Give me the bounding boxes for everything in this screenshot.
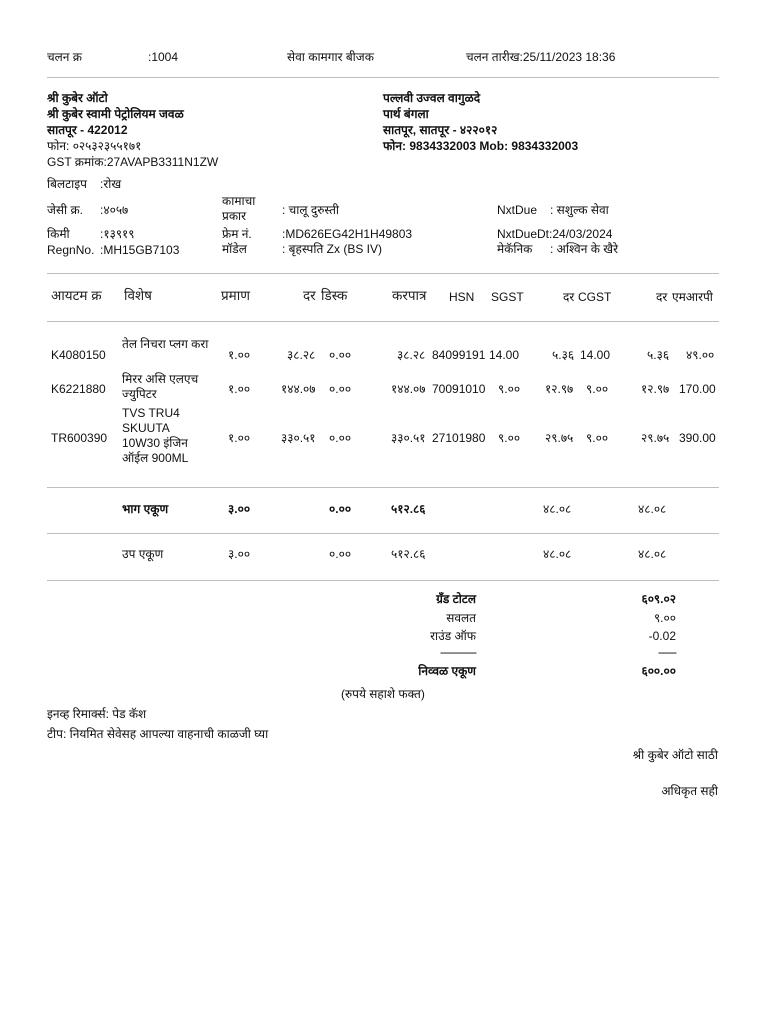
round-off-label: राउंड ऑफ [430,629,476,643]
frame-value: :MD626EG42H1H49803 [282,227,413,241]
sub-total-cgst: ४८.०८ [638,547,667,561]
sub-total-quantity: ३.०० [228,547,251,561]
seller-phone: फोन: ०२५३२३५५१७१ [47,139,142,153]
row-cgst-amount: ५.३६ [647,348,670,362]
divider [47,487,719,488]
sub-total-taxable: ५१२.८६ [391,547,426,561]
next-due-date [497,227,612,241]
row-item-no: K4080150 [51,348,106,362]
parts-total-cgst: ४८.०८ [638,502,667,516]
challan-no-label: चलन क्र [47,50,82,64]
row-item-no: K6221880 [51,382,106,396]
row-cgst-rate: ९.०० [586,382,609,396]
seller-address-line2: सातपूर - 422012 [47,123,128,137]
col-header-description: विशेष [124,288,152,303]
parts-total-label: भाग एकूण [122,502,169,516]
row-discount: ०.०० [329,382,352,396]
regn-value: :MH15GB7103 [100,243,180,257]
row-sgst-rate: ९.०० [498,431,521,445]
row-mrp: 170.00 [679,382,716,396]
divider [47,77,719,78]
row-description: मिरर असि एलएच ज्युपिटर [122,372,199,401]
col-header-cgst: CGST [578,290,612,304]
col-header-discount: डिस्क [321,288,348,303]
grand-total-label: ग्रँड टोटल [436,592,476,606]
discount-label: सवलत [446,611,476,625]
challan-date [466,50,615,64]
divider [47,273,719,274]
next-due-value: : सशुल्क सेवा [550,203,609,217]
row-quantity: १.०० [228,382,251,396]
customer-address-line2: सातपूर, सातपूर - ४२२०१२ [383,123,498,137]
mechanic-label: मेकॅनिक [497,242,533,256]
parts-total-quantity: ३.०० [228,502,251,516]
work-type-label: कामाचा प्रकार [222,194,256,223]
row-mrp: 390.00 [679,431,716,445]
customer-address-line1: पार्थ बंगला [383,107,429,121]
seller-name: श्री कुबेर ऑटो [47,91,108,105]
mechanic-value: : अश्विन के खैरे [550,242,618,256]
parts-total-sgst: ४८.०८ [543,502,572,516]
sub-total-discount: ०.०० [329,547,352,561]
col-header-hsn: HSN [449,290,475,304]
row-sgst-amount: ५.३६ [552,348,575,362]
challan-no-value: :1004 [148,50,179,64]
separator-dashes: ------------ [440,645,476,659]
row-cgst-amount: २९.७५ [641,431,670,445]
document-title: सेवा कामगार बीजक [287,50,374,64]
model-label: मॉडेल [222,242,247,256]
grand-total-value: ६०९.०२ [641,592,676,606]
discount-value: ९.०० [653,611,676,625]
net-total-value: ६००.०० [641,664,676,678]
row-mrp: ४९.०० [686,348,715,362]
round-off-value: -0.02 [648,629,676,643]
row-rate: १४४.०७ [281,382,316,396]
frame-label: फ्रेम नं. [222,227,252,241]
row-hsn: 70091010 [432,382,486,396]
amount-in-words: (रुपये सहाशे फक्त) [341,687,425,701]
bill-type-value: :रोख [100,177,122,191]
row-description: तेल निचरा प्लग करा [122,337,209,351]
row-hsn: 27101980 [432,431,486,445]
seller-address-line1: श्री कुबेर स्वामी पेट्रोलियम जवळ [47,107,184,121]
jobcard-value: :४०५७ [100,203,129,217]
row-hsn: 84099191 [432,348,486,362]
net-total-label: निव्वळ एकूण [418,664,476,678]
row-discount: ०.०० [329,431,352,445]
row-cgst-amount: १२.९७ [641,382,670,396]
customer-name: पल्लवी उज्वल वागुळदे [383,91,481,105]
divider [47,580,719,581]
customer-phone: फोन: 9834332003 Mob: 9834332003 [383,139,579,153]
invoice-remarks: इनव्ह रिमार्क्स: पेड कॅश [47,707,147,721]
row-description: TVS TRU4 SKUUTA 10W30 इंजिन ऑईल 900ML [122,406,189,465]
divider [47,321,719,322]
row-quantity: १.०० [228,431,251,445]
row-taxable: १४४.०७ [391,382,426,396]
col-header-rate-2: दर [563,290,575,304]
row-cgst-rate: ९.०० [586,431,609,445]
authorized-signatory: अधिकृत सही [661,784,718,798]
col-header-mrp: एमआरपी [672,290,713,304]
work-type-value: : चालू दुरुस्ती [282,203,340,217]
col-header-rate-3: दर [656,290,668,304]
next-due-date-value: 24/03/2024 [552,227,613,241]
service-note: टीप: नियमित सेवेसह आपल्या वाहनाची काळजी घ्या [47,727,269,741]
col-header-rate: दर [303,288,316,303]
regn-label: RegnNo. [47,243,95,257]
parts-total-discount: ०.०० [329,502,352,516]
seller-gst: GST क्रमांक:27AVAPB3311N1ZW [47,155,219,169]
row-discount: ०.०० [329,348,352,362]
row-cgst-rate: 14.00 [580,348,611,362]
sub-total-sgst: ४८.०८ [543,547,572,561]
km-value: :१३९१९ [100,227,135,241]
next-due-date-label: NxtDueDt: [497,227,553,241]
row-quantity: १.०० [228,348,251,362]
col-header-item-no: आयटम क्र [51,288,102,303]
separator-dashes: ------ [658,645,676,659]
sub-total-label: उप एकूण [122,547,164,561]
row-taxable: ३८.२८ [397,348,426,362]
col-header-sgst: SGST [491,290,524,304]
row-taxable: ३३०.५१ [391,431,426,445]
row-sgst-amount: १२.९७ [545,382,574,396]
row-sgst-rate: 14.00 [489,348,520,362]
col-header-taxable: करपात्र [392,288,427,303]
challan-date-value: 25/11/2023 18:36 [522,50,616,64]
jobcard-label: जेसी क्र. [47,203,84,217]
divider [47,533,719,534]
row-rate: ३३०.५१ [281,431,316,445]
row-sgst-amount: २९.७५ [545,431,574,445]
parts-total-taxable: ५१२.८६ [391,502,426,516]
row-rate: ३८.२८ [287,348,316,362]
row-item-no: TR600390 [51,431,108,445]
col-header-quantity: प्रमाण [221,288,251,303]
next-due-label: NxtDue [497,203,538,217]
for-company: श्री कुबेर ऑटो साठी [632,748,718,762]
challan-date-label: चलन तारीख: [466,50,523,64]
model-value: : बृहस्पति Zx (BS IV) [282,242,382,256]
km-label: किमी [47,227,70,241]
row-sgst-rate: ९.०० [498,382,521,396]
bill-type-label: बिलटाइप [47,177,87,191]
